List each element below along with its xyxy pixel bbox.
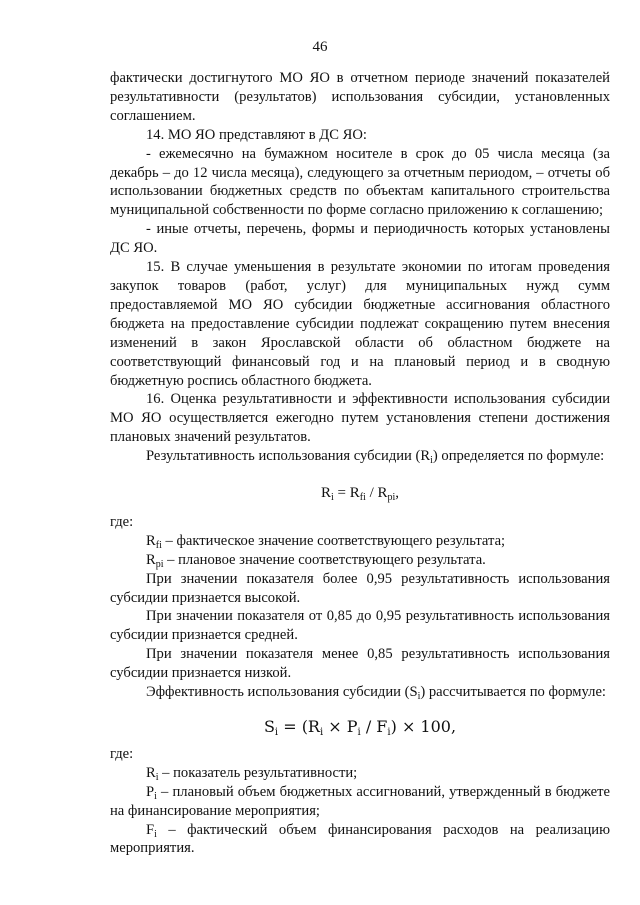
paragraph-14-item-1: - ежемесячно на бумажном носителе в срок до 05 числа месяца (за декабрь – до 12 числа месяца), следующего за отчетным периодом, – отчеты об использовании бюджетных средств по объектам капитального строительства муниципальной собственности по форме согласно приложению к соглашению; xyxy=(110,145,610,219)
document-body xyxy=(110,69,610,858)
paragraph-efficiency: Эффективность использования субсидии $(S_i)$ рассчитывается по формуле: xyxy=(146,684,606,703)
definition-fi: $F_i$ – фактический объем финансирования расходов на реализацию мероприятия. xyxy=(110,821,610,857)
definition-rpi: $R_{pi}$ – плановое значение соответствующего результата. xyxy=(146,551,486,570)
formula-result: $R_i = R_{fi} / R_{pi}$, xyxy=(320,485,400,504)
criterion-low: При значении показателя менее 0,85 результативность использования субсидии признается низкой. xyxy=(110,646,610,682)
formula-efficiency: $S_i = (R_i \times P_i / F_i) \times 100$, xyxy=(263,717,457,738)
criterion-medium: При значении показателя от 0,85 до 0,95 результативность использования субсидии признается средней. xyxy=(110,608,610,644)
paragraph-continuation: фактически достигнутого МО ЯО в отчетном периоде значений показателей результативности (результатов) использования субсидии, установленных соглашением. xyxy=(110,70,610,124)
paragraph-14: 14. МО ЯО представляют в ДС ЯО: xyxy=(146,126,367,143)
paragraph-16-effectiveness: Результативность использования субсидии $(R_i)$ определяется по формуле: xyxy=(146,448,605,467)
criterion-high: При значении показателя более 0,95 результативность использования субсидии признается высокой. xyxy=(110,570,610,606)
definition-rfi: $R_{fi}$ – фактическое значение соответствующего результата; xyxy=(146,532,506,551)
definition-ri: $R_i$ – показатель результативности; xyxy=(146,764,358,783)
page-number: 46 xyxy=(312,39,328,55)
where-label-2: где: xyxy=(110,745,134,762)
where-label-1: где: xyxy=(110,513,134,530)
paragraph-16: 16. Оценка результативности и эффективности использования субсидии МО ЯО осуществляется ежегодно путем установления степени достижения плановых значений результатов. xyxy=(110,391,610,446)
paragraph-14-item-2: - иные отчеты, перечень, формы и периодичность которых установлены ДС ЯО. xyxy=(110,221,610,257)
definition-pi: $P_i$ – плановый объем бюджетных ассигнований, утвержденный в бюджете на финансирование мероприятия; xyxy=(110,783,610,819)
paragraph-15: 15. В случае уменьшения в результате экономии по итогам проведения закупок товаров (работ, услуг) для муниципальных нужд сумм предоставляемой МО ЯО субсидии бюджетные ассигнования областного бюджета на предоставление субсидии подлежат сокращению путем внесения изменений в закон Ярославской области об областном бюджете на соответствующий финансовый год и на плановый период и в сводную бюджетную роспись областного бюджета. xyxy=(110,259,610,389)
